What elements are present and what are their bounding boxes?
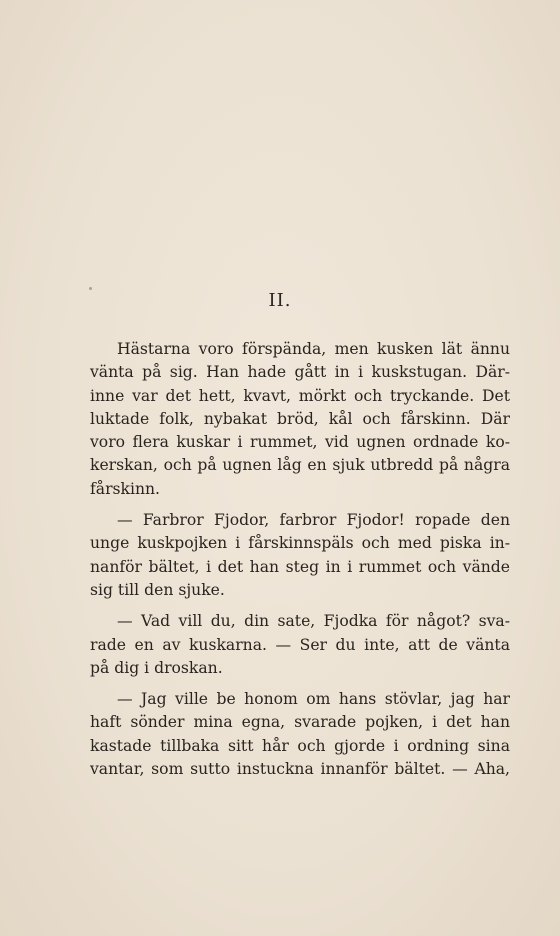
- text-line: på dig i droskan.: [90, 658, 223, 677]
- text-line: vantar, som sutto instuckna innanför bältet. — Aha,: [90, 760, 510, 779]
- chapter-heading: II.: [268, 290, 292, 311]
- text-line: voro flera kuskar i rummet, vid ugnen ordnade ko-: [90, 433, 510, 452]
- text-line: inne var det hett, kvavt, mörkt och tryckande. Det: [90, 386, 510, 405]
- text-line: fårskinn.: [90, 479, 161, 498]
- text-line: — Farbror Fjodor, farbror Fjodor! ropade den: [117, 511, 510, 530]
- paragraph: [90, 338, 510, 501]
- text-line: — Vad vill du, din sate, Fjodka för något? sva-: [117, 612, 510, 631]
- text-line: kastade tillbaka sitt hår och gjorde i ordning sina: [90, 736, 510, 755]
- text-line: Hästarna voro förspända, men kusken lät ännu: [117, 340, 510, 358]
- paragraph: [90, 509, 510, 602]
- text-line: rade en av kuskarna. — Ser du inte, att de vänta: [90, 635, 510, 654]
- body-text: [90, 338, 510, 789]
- text-line: unge kuskpojken i fårskinnspäls och med piska in-: [90, 534, 510, 553]
- text-line: kerskan, och på ugnen låg en sjuk utbredd på några: [90, 456, 510, 475]
- text-line: — Jag ville be honom om hans stövlar, jag har: [117, 690, 510, 709]
- text-line: vänta på sig. Han hade gått in i kuskstugan. Där-: [90, 363, 510, 382]
- text-line: luktade folk, nybakat bröd, kål och fårskinn. Där: [90, 409, 510, 428]
- paragraph: [90, 610, 510, 680]
- text-line: sig till den sjuke.: [90, 580, 225, 599]
- text-line: nanför bältet, i det han steg in i rummet och vände: [90, 557, 510, 576]
- text-line: haft sönder mina egna, svarade pojken, i det han: [90, 713, 510, 732]
- paragraph: [90, 688, 510, 781]
